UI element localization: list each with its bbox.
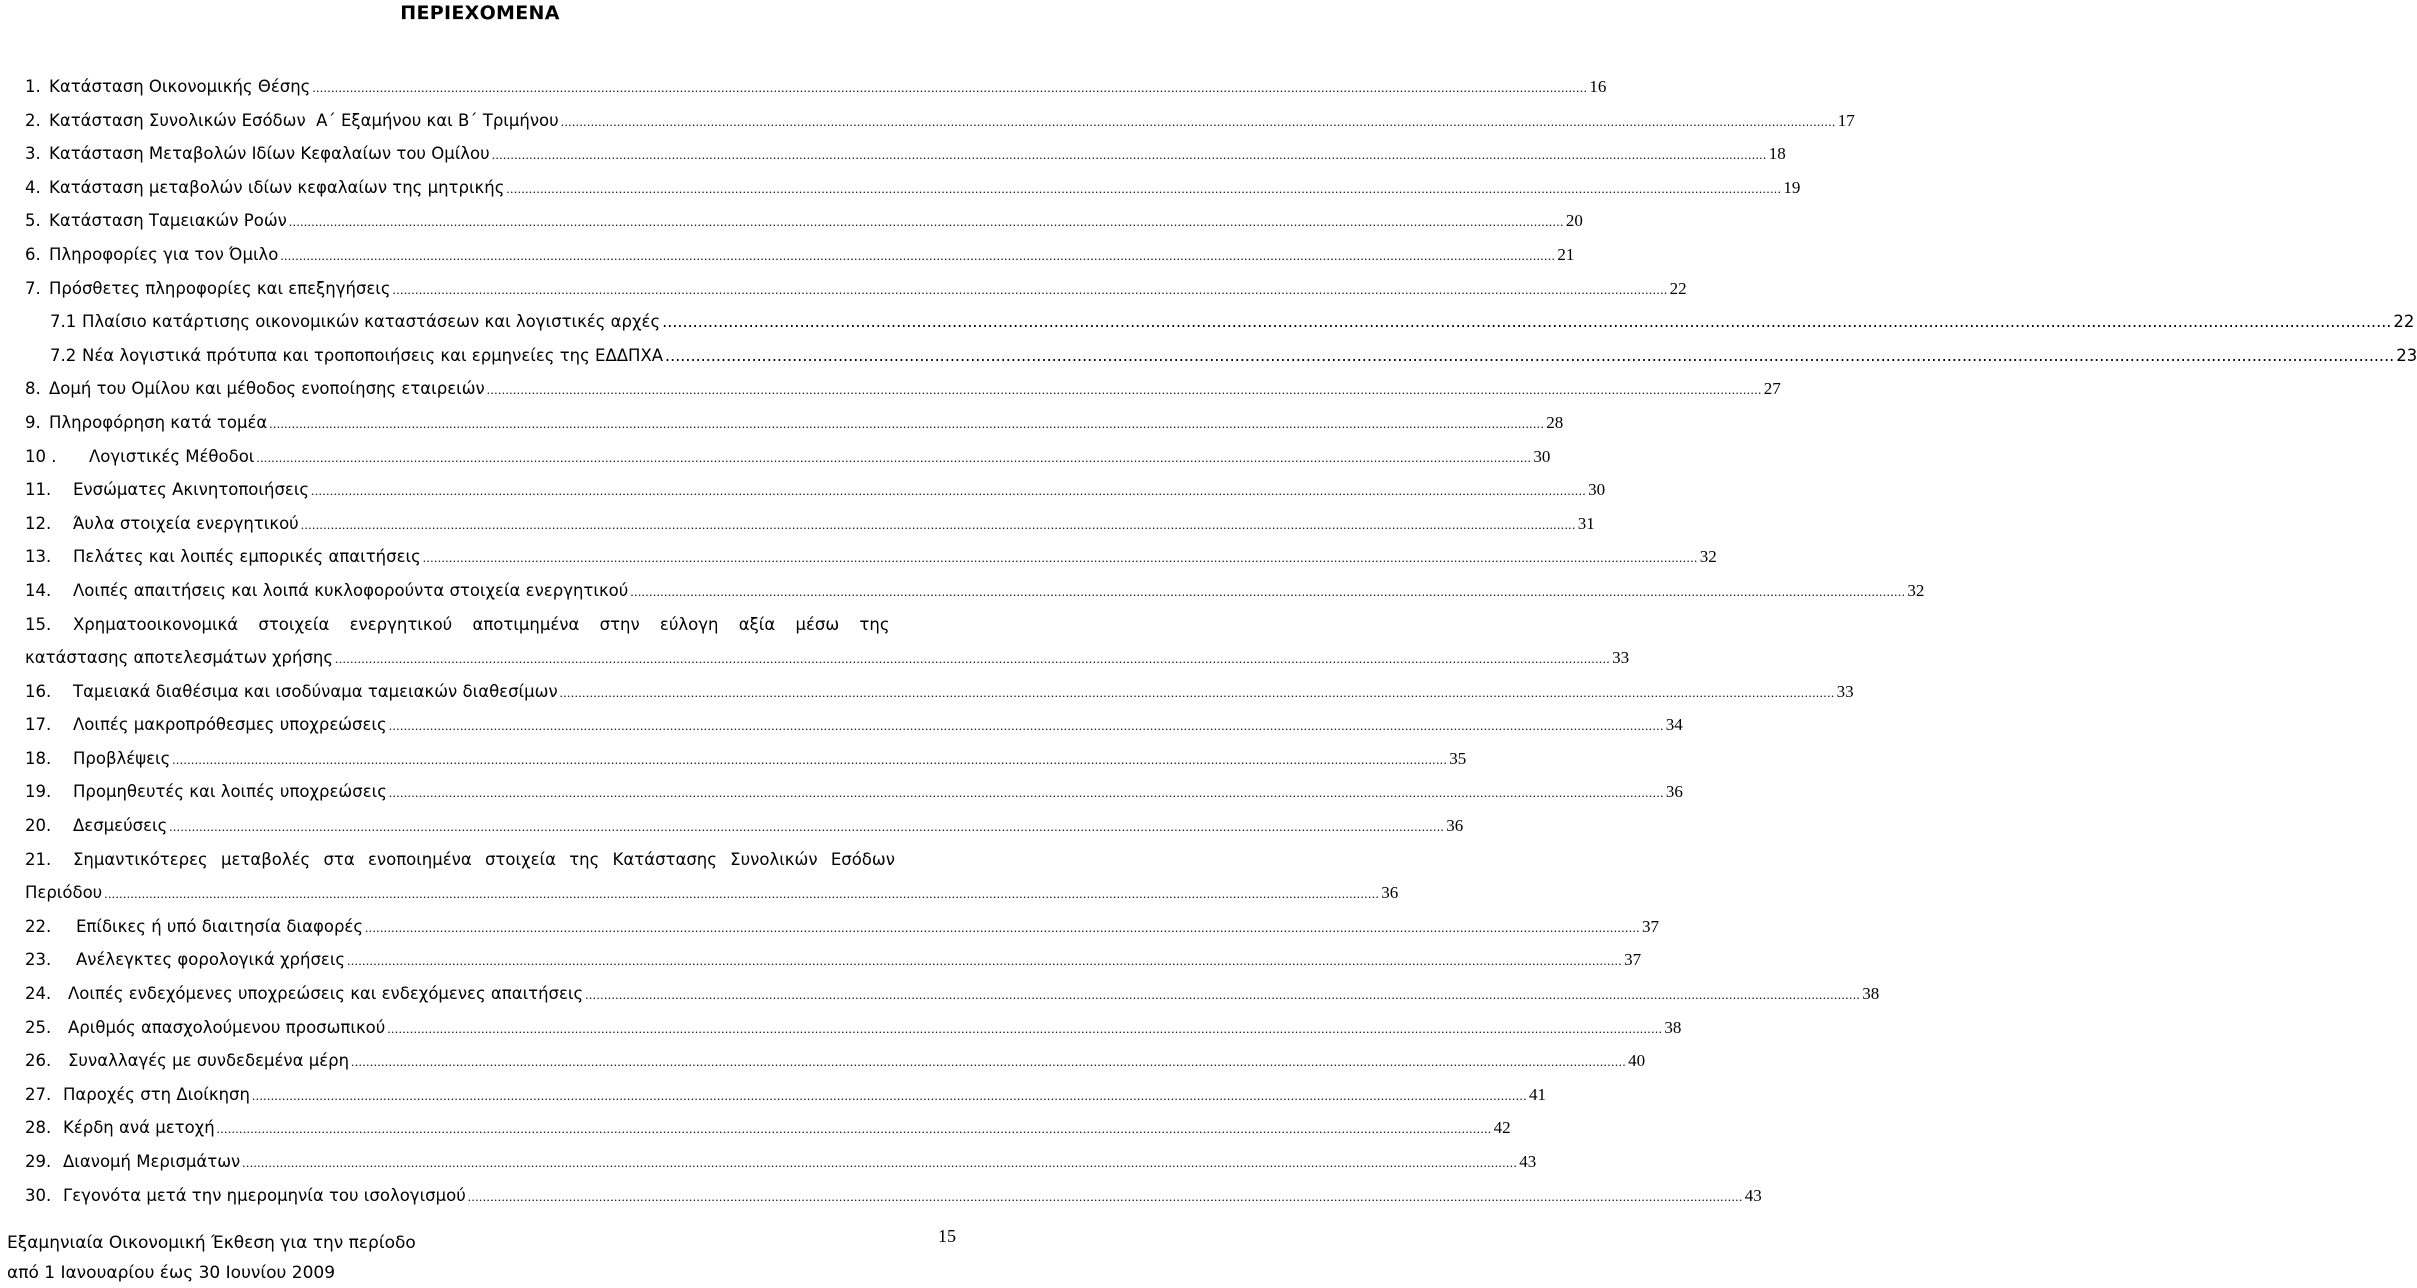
dot-leader [585, 978, 1860, 1012]
toc-entry-16[interactable] [25, 675, 1854, 709]
toc-entry-18[interactable] [25, 742, 1467, 776]
toc-entry-7-1[interactable] [25, 305, 2415, 339]
dot-leader [312, 71, 1587, 105]
toc-entry-title: Πληροφορίες για τον Όμιλο [49, 244, 279, 264]
toc-entry-title: Αριθμός απασχολούμενου προσωπικού [68, 1017, 386, 1037]
toc-entry-28[interactable] [25, 1111, 1511, 1145]
dot-leader [662, 305, 2391, 339]
toc-entry-title: Κατάσταση Μεταβολών Ιδίων Κεφαλαίων του Ομίλου [49, 144, 490, 164]
toc-entry-page: 32 [1907, 580, 1925, 600]
toc-entry-title: Συναλλαγές με συνδεδεμένα μέρη [68, 1051, 350, 1071]
toc-entry-9[interactable] [25, 406, 1564, 440]
toc-entry-number: 12. [25, 513, 52, 533]
toc-entry-19[interactable] [25, 775, 1683, 809]
toc-entry-number: 4. [25, 177, 41, 197]
toc-entry-page: 22 [2393, 312, 2415, 332]
dot-leader [104, 877, 1379, 911]
toc-entry-4[interactable] [25, 171, 1801, 205]
toc-entry-number: 8. [25, 379, 41, 399]
toc-entry-page: 37 [1642, 916, 1660, 936]
dot-leader [252, 1079, 1527, 1113]
dot-leader [492, 138, 1767, 172]
dot-leader [347, 944, 1622, 978]
toc-entry-5[interactable] [25, 204, 1583, 238]
toc-entry-title: Πλαίσιο κατάρτισης οικονομικών καταστάσεων και λογιστικές αρχές [82, 312, 661, 332]
toc-entry-number: 14. [25, 580, 52, 600]
toc-entry-27[interactable] [25, 1078, 1546, 1112]
toc-entry-13[interactable] [25, 540, 1717, 574]
toc-entry-page: 37 [1624, 950, 1642, 970]
toc-entry-number: 15. [25, 614, 52, 634]
dot-leader [468, 1180, 1743, 1214]
toc-entry-20[interactable] [25, 809, 1464, 843]
toc-entry-title: Κατάσταση Συνολικών Εσόδων Α΄ Εξαμήνου και Β΄ Τριμήνου [49, 110, 559, 130]
dot-leader [311, 474, 1586, 508]
toc-entry-page: 35 [1449, 748, 1467, 768]
toc-entry-number: 28. [25, 1118, 52, 1138]
toc-entry-3[interactable] [25, 137, 1786, 171]
table-of-contents [25, 70, 2417, 1212]
toc-entry-number: 7. [25, 278, 41, 298]
toc-entry-number: 3. [25, 144, 41, 164]
dot-leader [172, 743, 1447, 777]
dot-leader [269, 407, 1544, 441]
toc-entry-11[interactable] [25, 473, 1606, 507]
page-number: 15 [938, 1226, 956, 1246]
toc-entry-title-line1: Χρηματοοικονομικά στοιχεία ενεργητικού αποτιμημένα στην εύλογη αξία μέσω της [73, 614, 890, 634]
dot-leader [387, 1012, 1662, 1046]
toc-entry-title: Δεσμεύσεις [73, 816, 168, 836]
toc-entry-title: Προβλέψεις [73, 748, 171, 768]
toc-entry-title: Νέα λογιστικά πρότυπα και τροποποιήσεις και ερμηνείες της ΕΔΔΠΧΑ [82, 345, 664, 365]
toc-entry-page: 33 [1836, 681, 1854, 701]
toc-entry-6[interactable] [25, 238, 1575, 272]
toc-entry-number: 27. [25, 1084, 52, 1104]
toc-entry-page: 16 [1589, 77, 1607, 96]
dot-leader [335, 642, 1610, 676]
toc-entry-page: 38 [1664, 1017, 1682, 1037]
dot-leader [630, 575, 1905, 609]
toc-entry-page: 30 [1533, 446, 1551, 466]
toc-entry-title: Λογιστικές Μέθοδοι [89, 446, 255, 466]
toc-entry-page: 30 [1588, 480, 1606, 500]
toc-entry-title: Κέρδη ανά μετοχή [63, 1118, 215, 1138]
toc-entry-7-2[interactable] [25, 339, 2417, 373]
toc-entry-12[interactable] [25, 507, 1595, 541]
footer-line-1: Εξαμηνιαία Οικονομική Έκθεση για την περίοδο [7, 1233, 416, 1253]
dot-leader [506, 172, 1781, 206]
toc-entry-title: Προμηθευτές και λοιπές υποχρεώσεις [73, 782, 387, 802]
toc-entry-page: 20 [1565, 211, 1583, 231]
toc-entry-number: 16. [25, 681, 52, 701]
toc-entry-page: 28 [1546, 412, 1564, 432]
toc-entry-number: 29. [25, 1152, 52, 1171]
toc-entry-title: Κατάσταση Ταμειακών Ροών [49, 211, 287, 231]
toc-entry-22[interactable] [25, 910, 1660, 944]
toc-entry-title: Πρόσθετες πληροφορίες και επεξηγήσεις [49, 278, 391, 298]
page-title: ΠΕΡΙΕΧΟΜΕΝΑ [400, 2, 560, 24]
toc-entry-page: 21 [1557, 244, 1575, 264]
dot-leader [487, 373, 1762, 407]
toc-entry-title-line1: Σημαντικότερες μεταβολές στα ενοποιημένα στοιχεία της Κατάστασης Συνολικών Εσόδων [73, 849, 895, 869]
dot-leader [169, 810, 1444, 844]
footer [7, 1228, 416, 1288]
toc-entry-25[interactable] [25, 1011, 1682, 1045]
toc-entry-7[interactable] [25, 272, 1687, 306]
toc-entry-page: 40 [1628, 1051, 1646, 1071]
toc-entry-title-line2: κατάστασης αποτελεσμάτων χρήσης [25, 648, 334, 668]
toc-entry-page: 36 [1665, 782, 1683, 802]
toc-entry-30[interactable] [25, 1179, 1762, 1213]
toc-entry-1[interactable] [25, 70, 1607, 104]
toc-entry-page: 41 [1528, 1084, 1546, 1104]
toc-entry-number: 18. [25, 748, 52, 768]
toc-entry-number: 30. [25, 1185, 52, 1205]
toc-entry-page: 42 [1493, 1118, 1511, 1138]
toc-entry-17[interactable] [25, 708, 1683, 742]
toc-entry-page: 23 [2396, 345, 2417, 365]
dot-leader [280, 239, 1555, 273]
toc-entry-title: Επίδικες ή υπό διαιτησία διαφορές [76, 916, 364, 936]
dot-leader [256, 441, 1531, 475]
toc-entry-number: 24. [25, 984, 52, 1004]
toc-entry-number: 2. [25, 110, 41, 130]
dot-leader [389, 709, 1664, 743]
toc-entry-title: Άυλα στοιχεία ενεργητικού [73, 513, 299, 533]
toc-entry-title: Ταμειακά διαθέσιμα και ισοδύναμα ταμειακών διαθεσίμων [73, 681, 558, 701]
toc-entry-number: 20. [25, 816, 52, 836]
dot-leader [560, 676, 1835, 710]
toc-entry-number: 6. [25, 244, 41, 264]
dot-leader [561, 105, 1836, 139]
toc-entry-page: 31 [1577, 513, 1595, 533]
toc-entry-page: 43 [1519, 1152, 1537, 1171]
toc-entry-2[interactable] [25, 104, 1855, 138]
toc-entry-title: Ανέλεγκτες φορολογικά χρήσεις [76, 950, 346, 970]
toc-entry-number: 7.2 [50, 345, 77, 365]
toc-entry-number: 22. [25, 916, 52, 936]
toc-entry-number: 17. [25, 715, 52, 735]
toc-entry-14[interactable] [25, 574, 1925, 608]
dot-leader [242, 1146, 1517, 1180]
toc-entry-number: 21. [25, 849, 52, 869]
toc-entry-21-continued[interactable] [25, 876, 1399, 910]
toc-entry-10[interactable] [25, 440, 1551, 474]
dot-leader [351, 1045, 1626, 1079]
toc-entry-number: 1. [25, 77, 41, 96]
toc-entry-number: 7.1 [50, 312, 77, 332]
toc-entry-title: Λοιπές μακροπρόθεσμες υποχρεώσεις [73, 715, 387, 735]
dot-leader [365, 911, 1640, 945]
toc-entry-page: 36 [1381, 883, 1399, 903]
toc-entry-title: Πελάτες και λοιπές εμπορικές απαιτήσεις [73, 547, 421, 567]
toc-entry-page: 38 [1862, 984, 1880, 1004]
toc-entry-page: 22 [1669, 278, 1687, 298]
toc-entry-29[interactable] [25, 1145, 1537, 1179]
toc-entry-title: Λοιπές ενδεχόμενες υποχρεώσεις και ενδεχόμενες απαιτήσεις [68, 984, 584, 1004]
toc-entry-number: 13. [25, 547, 52, 567]
toc-entry-title: Λοιπές απαιτήσεις και λοιπά κυκλοφορούντα στοιχεία ενεργητικού [73, 580, 629, 600]
toc-entry-page: 34 [1665, 715, 1683, 735]
toc-entry-title-line2: Περιόδου [25, 883, 103, 903]
toc-entry-title: Κατάσταση Οικονομικής Θέσης [49, 77, 311, 96]
toc-entry-number: 19. [25, 782, 52, 802]
toc-entry-number: 26. [25, 1051, 52, 1071]
toc-entry-number: 5. [25, 211, 41, 231]
toc-entry-page: 19 [1783, 177, 1801, 197]
toc-entry-page: 17 [1837, 110, 1855, 130]
toc-entry-page: 18 [1768, 144, 1786, 164]
toc-entry-page: 33 [1612, 648, 1630, 668]
toc-entry-number: 10 . [25, 446, 57, 466]
dot-leader [423, 541, 1698, 575]
dot-leader [393, 273, 1668, 307]
toc-entry-title: Ενσώματες Ακινητοποιήσεις [73, 480, 310, 500]
toc-entry-number: 9. [25, 412, 41, 432]
toc-entry-15[interactable] [25, 608, 938, 642]
toc-entry-number: 11. [25, 480, 52, 500]
toc-entry-8[interactable] [25, 372, 1781, 406]
toc-entry-page: 43 [1744, 1185, 1762, 1205]
toc-entry-23[interactable] [25, 943, 1642, 977]
toc-entry-21[interactable] [25, 843, 938, 877]
footer-line-2: από 1 Ιανουαρίου έως 30 Ιουνίου 2009 [7, 1263, 336, 1283]
dot-leader [665, 339, 2394, 373]
dot-leader [217, 1112, 1492, 1146]
toc-entry-title: Διανομή Μερισμάτων [63, 1152, 241, 1171]
toc-entry-page: 32 [1699, 547, 1717, 567]
toc-entry-page: 27 [1763, 379, 1781, 399]
dot-leader [389, 776, 1664, 810]
toc-entry-24[interactable] [25, 977, 1880, 1011]
toc-entry-title: Δομή του Ομίλου και μέθοδος ενοποίησης εταιρειών [49, 379, 485, 399]
toc-entry-page: 36 [1446, 816, 1464, 836]
toc-entry-number: 25. [25, 1017, 52, 1037]
toc-entry-15-continued[interactable] [25, 641, 1630, 675]
dot-leader [289, 205, 1564, 239]
dot-leader [301, 508, 1576, 542]
toc-entry-title: Γεγονότα μετά την ημερομηνία του ισολογισμού [63, 1185, 466, 1205]
toc-entry-number: 23. [25, 950, 52, 970]
toc-entry-title: Πληροφόρηση κατά τομέα [49, 412, 268, 432]
toc-entry-title: Παροχές στη Διοίκηση [63, 1084, 250, 1104]
toc-entry-title: Κατάσταση μεταβολών ιδίων κεφαλαίων της μητρικής [49, 177, 505, 197]
toc-entry-26[interactable] [25, 1044, 1646, 1078]
